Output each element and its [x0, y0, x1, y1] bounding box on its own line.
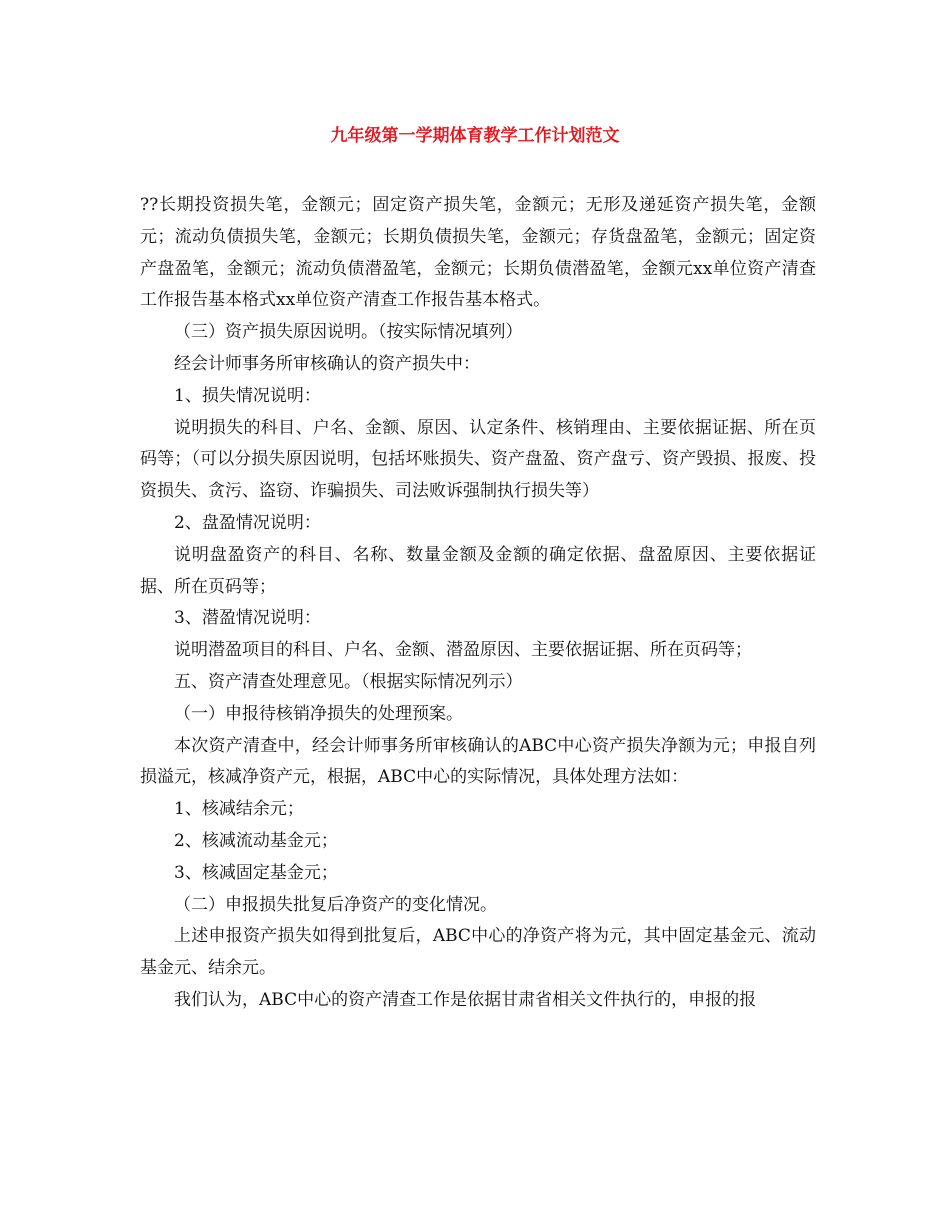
- document-title: 九年级第一学期体育教学工作计划范文: [330, 126, 620, 146]
- paragraph-reduce-current-fund: 2、核减流动基金元；: [174, 830, 338, 851]
- paragraph-reduce-surplus: 1、核减结余元；: [174, 799, 304, 820]
- paragraph-handling-opinion-heading: 五、资产清查处理意见。（根据实际情况列示）: [174, 671, 523, 692]
- paragraph-latent-surplus-heading: 3、潜盈情况说明：: [174, 608, 321, 629]
- paragraph-conclusion: 我们认为，ABC中心的资产清查工作是依据甘肃省相关文件执行的，申报的报: [174, 989, 757, 1010]
- paragraph-surplus-heading: 2、盘盈情况说明：: [174, 512, 321, 533]
- paragraph-net-loss-plan-detail: 本次资产清查中，经会计师事务所审核确认的ABC中心资产损失净额为元；申报自列损溢元，核减净资产元，根据，ABC中心的实际情况，具体处理方法如：: [140, 735, 816, 788]
- paragraph-surplus-detail: 说明盘盈资产的科目、名称、数量金额及金额的确定依据、盘盈原因、主要依据证据、所在页码等；: [140, 544, 816, 597]
- paragraph-net-asset-change-heading: （二）申报损失批复后净资产的变化情况。: [174, 894, 497, 915]
- paragraph-net-loss-plan-heading: （一）申报待核销净损失的处理预案。: [174, 703, 463, 724]
- document-body: [140, 190, 816, 1017]
- paragraph-loss-heading: 1、损失情况说明：: [174, 385, 321, 406]
- paragraph-net-asset-change-detail: 上述申报资产损失如得到批复后，ABC中心的净资产将为元，其中固定基金元、流动基金元、结余元。: [140, 926, 816, 979]
- paragraph-audit-confirmed: 经会计师事务所审核确认的资产损失中：: [174, 353, 480, 374]
- paragraph-asset-loss-summary: ??长期投资损失笔，金额元；固定资产损失笔，金额元；无形及递延资产损失笔，金额元；流动负债损失笔，金额元；长期负债损失笔，金额元；存货盘盈笔，金额元；固定资产盘盈笔，金额元；流动负债潜盈笔，金额元；长期负债潜盈笔，金额元xx单位资产清查工作报告基本格式xx单位资产清查工作报告基本格式。: [140, 195, 816, 311]
- paragraph-latent-surplus-detail: 说明潜盈项目的科目、户名、金额、潜盈原因、主要依据证据、所在页码等；: [174, 640, 752, 661]
- paragraph-loss-detail: 说明损失的科目、户名、金额、原因、认定条件、核销理由、主要依据证据、所在页码等；（可以分损失原因说明，包括坏账损失、资产盘盈、资产盘亏、资产毁损、报废、投资损失、贪污、盗窃、诈骗损失、司法败诉强制执行损失等）: [140, 417, 816, 502]
- paragraph-reduce-fixed-fund: 3、核减固定基金元；: [174, 862, 338, 883]
- paragraph-loss-reason-heading: （三）资产损失原因说明。（按实际情况填列）: [174, 322, 523, 343]
